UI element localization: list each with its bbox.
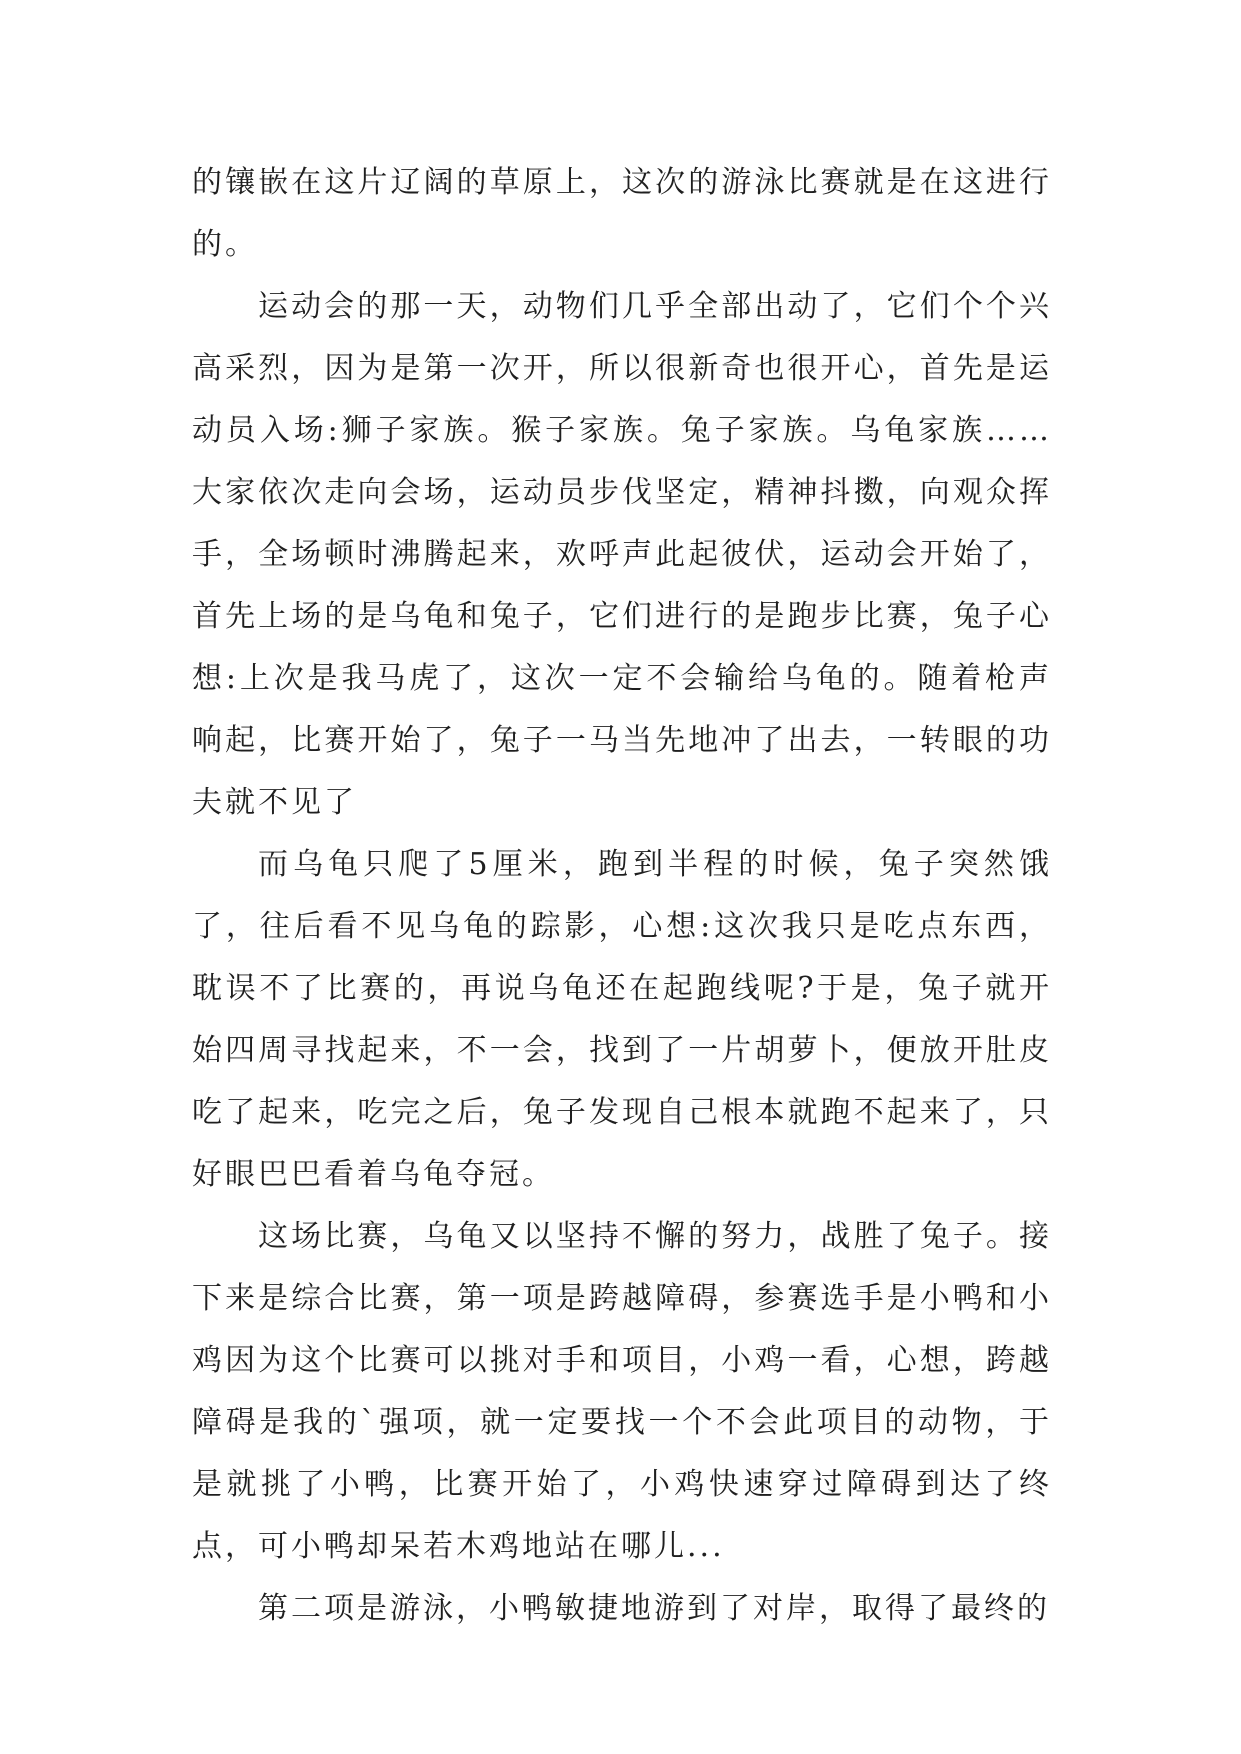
paragraph-2: 运动会的那一天，动物们几乎全部出动了，它们个个兴高采烈，因为是第一次开，所以很新奇也很开心，首先是运动员入场:狮子家族。猴子家族。兔子家族。乌龟家族……大家依次走向会场，运动员步伐坚定，精神抖擞，向观众挥手，全场顿时沸腾起来，欢呼声此起彼伏，运动会开始了，首先上场的是乌龟和兔子，它们进行的是跑步比赛，兔子心想:上次是我马虎了，这次一定不会输给乌龟的。随着枪声响起，比赛开始了，兔子一马当先地冲了出去，一转眼的功夫就不见了 [192,289,1052,820]
document-body [192,152,1052,1640]
paragraph-4: 这场比赛，乌龟又以坚持不懈的努力，战胜了兔子。接下来是综合比赛，第一项是跨越障碍，参赛选手是小鸭和小鸡因为这个比赛可以挑对手和项目，小鸡一看，心想，跨越障碍是我的`强项，就一定要找一个不会此项目的动物，于是就挑了小鸭，比赛开始了，小鸡快速穿过障碍到达了终点，可小鸭却呆若木鸡地站在哪儿... [192,1219,1052,1564]
paragraph-1: 的镶嵌在这片辽阔的草原上，这次的游泳比赛就是在这进行的。 [192,165,1052,262]
paragraph-5: 第二项是游泳，小鸭敏捷地游到了对岸，取得了最终的 [258,1591,1050,1626]
paragraph-3: 而乌龟只爬了5厘米，跑到半程的时候，兔子突然饿了，往后看不见乌龟的踪影，心想:这次我只是吃点东西，耽误不了比赛的，再说乌龟还在起跑线呢?于是，兔子就开始四周寻找起来，不一会，找到了一片胡萝卜，便放开肚皮吃了起来，吃完之后，兔子发现自己根本就跑不起来了，只好眼巴巴看着乌龟夺冠。 [192,847,1052,1192]
